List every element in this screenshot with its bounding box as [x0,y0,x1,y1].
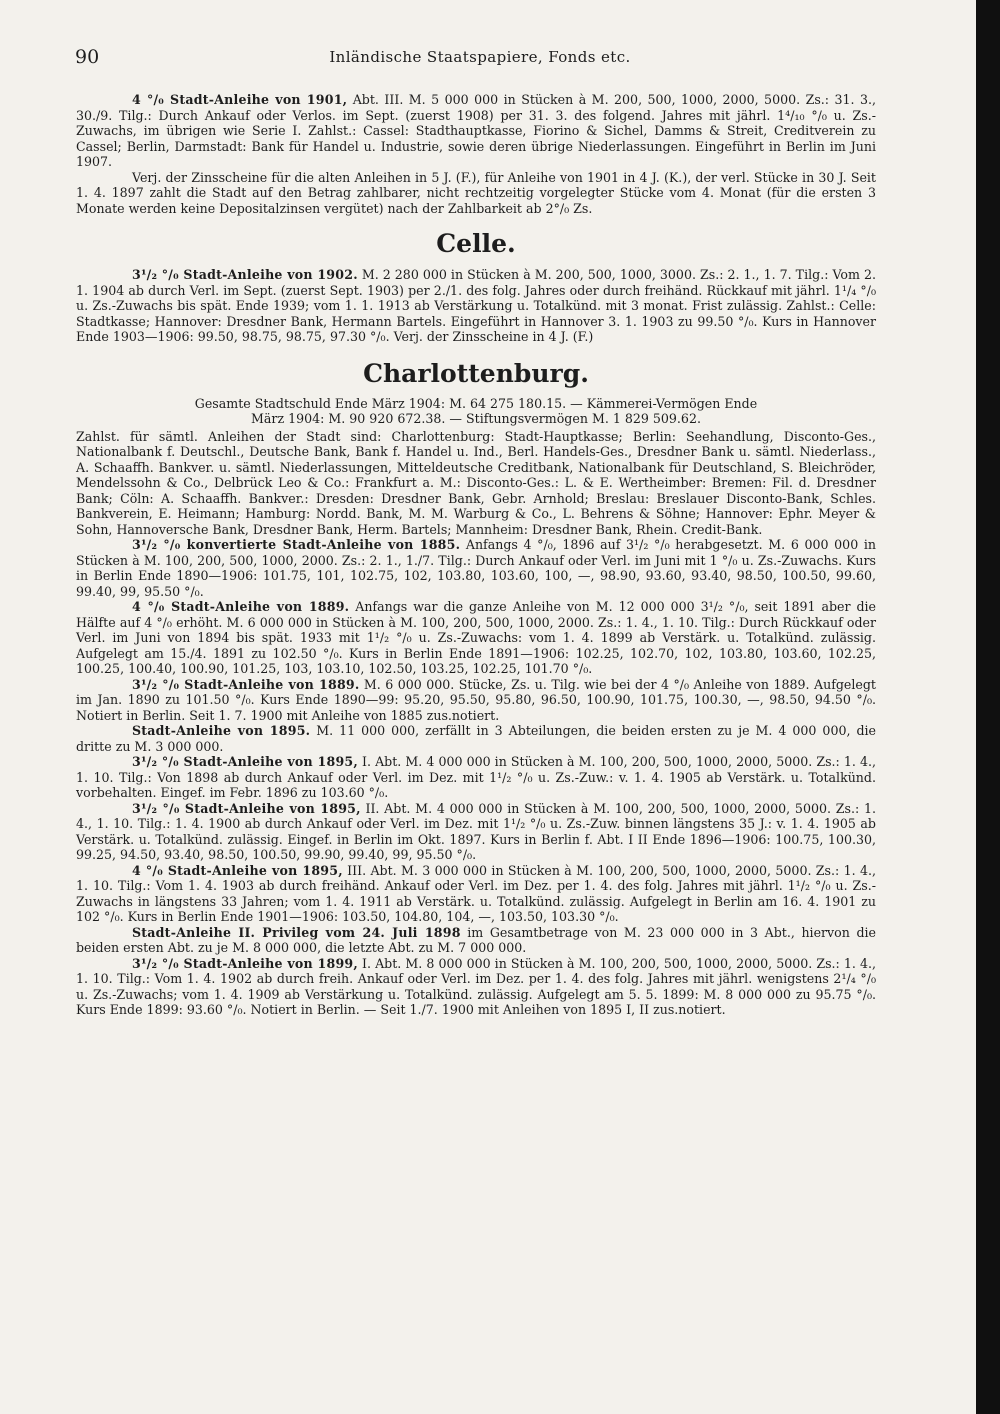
summary-line: März 1904: M. 90 920 672.38. — Stiftungsvermögen M. 1 829 509.62. [251,411,701,426]
entry-paragraph [76,956,876,1018]
page-body [76,92,876,1018]
summary-line: Gesamte Stadtschuld Ende März 1904: M. 64 275 180.15. — Kämmerei-Vermögen Ende [194,395,758,411]
city-heading-celle: Celle. [436,229,516,258]
entry-body: Anfangs 4 °/₀, 1896 auf 3¹/₂ °/₀ herabgesetzt. M. 6 000 000 in Stücken à M. 100, 200, 500, 1000, 2000. Zs.: 2. 1., 1./7. Tilg.: Durch Ankauf oder Verl. im Juni mit 1 °/₀ u. Zs.-Zuwachs. Kurs in Berlin Ende 1890—1906: 101.75, 101, 102.75, 102, 103.80, 103.60, 100, —, 98.90, 93.60, 93.40, 98.50, 100.50, 99.60, 99.40, 99, 95.50 °/₀. [76,537,876,599]
entry-paragraph [76,599,876,677]
entry-paragraph [76,863,876,925]
entry-title: 4 °/₀ Stadt-Anleihe von 1889. [132,599,350,614]
entry-title: 3¹/₂ °/₀ konvertierte Stadt-Anleihe von 1885. [132,537,461,552]
entry-title: 3¹/₂ °/₀ Stadt-Anleihe von 1899, [132,955,358,971]
entry-paragraph [76,537,876,599]
page-header [75,46,885,76]
entry-title: 3¹/₂ °/₀ Stadt-Anleihe von 1902. [132,267,358,282]
entry-body: M. 2 280 000 in Stücken à M. 200, 500, 1000, 3000. Zs.: 2. 1., 1. 7. Tilg.: Vom 2. 1. 1904 ab durch Verl. im Sept. (zuerst Sept. 1903) per 2./1. des folg. Jahres oder durch freihänd. Rückkauf mit jährl. 1¹/₄ °/₀ u. Zs.-Zuwachs bis spät. Ende 1939; vom 1. 1. 1913 ab Verstärkung u. Totalkünd. mit 3 monat. Frist zulässig. Zahlst.: Celle: Stadtkasse; Hannover: Dresdner Bank, Hermann Bartels. Eingeführt in Hannover 3. 1. 1903 zu 99.50 °/₀. Kurs in Hannover Ende 1903—1906: 99.50, 98.75, 98.75, 97.30 °/₀. Verj. der Zinsscheine in 4 J. (F.) [76,267,876,344]
city-heading-charlottenburg: Charlottenburg. [363,358,589,388]
entry-body: I. Abt. M. 8 000 000 in Stücken à M. 100, 200, 500, 1000, 2000, 5000. Zs.: 1. 4., 1. 10. Tilg.: Vom 1. 4. 1902 ab durch freih. Ankauf oder Verl. im Dez. per 1. 4. des folg. Jahres mit jährl. wenigstens 2¹/₄ °/₀ u. Zs.-Zuwachs; vom 1. 4. 1909 ab Verstärkung u. Totalkünd. zulässig. Aufgelegt am 5. 5. 1899: M. 8 000 000 zu 95.75 °/₀. Kurs Ende 1899: 93.60 °/₀. Notiert in Berlin. — Seit 1./7. 1900 mit Anleihen von 1895 I, II zus.notiert. [76,955,876,1017]
entry-title: 3¹/₂ °/₀ Stadt-Anleihe von 1895, [132,754,358,769]
scan-edge-bar [976,0,1000,1414]
entry-paragraph [76,92,876,170]
entry-paragraph [76,267,876,345]
entry-title: 3¹/₂ °/₀ Stadt-Anleihe von 1895, [132,800,361,816]
entry-paragraph [76,925,876,956]
entry-title: Stadt-Anleihe II. Privileg vom 24. Juli 1898 [132,924,461,940]
entry-body: Abt. III. M. 5 000 000 in Stücken à M. 200, 500, 1000, 2000, 5000. Zs.: 31. 3., 30./9. Tilg.: Durch Ankauf oder Verlos. im Sept. (zuerst 1908) per 31. 3. des folgend. Jahres mit jährl. 1⁴/₁₀ °/₀ u. Zs.-Zuwachs, im übrigen wie Serie I. Zahlst.: Cassel: Stadthauptkasse, Fiorino & Sichel, Damms & Streit, Creditverein zu Cassel; Berlin, Darmstadt: Bank für Handel u. Industrie, sowie deren übrige Niederlassungen. Eingeführt in Berlin im Juni 1907. [76,92,876,169]
entry-body: II. Abt. M. 4 000 000 in Stücken à M. 100, 200, 500, 1000, 2000, 5000. Zs.: 1. 4., 1. 10. Tilg.: 1. 4. 1900 ab durch Ankauf oder Verl. im Dez. mit 1¹/₂ °/₀ u. Zs.-Zuw. binnen längstens 35 J.: v. 1. 4. 1905 ab Verstärk. u. Totalkünd. zulässig. Eingef. in Berlin im Okt. 1897. Kurs in Berlin f. Abt. I II Ende 1896—1906: 100.75, 100.30, 99.25, 94.50, 93.40, 98.50, 100.50, 99.90, 99.40, 99, 95.50 °/₀. [76,800,876,862]
entry-body: M. 6 000 000. Stücke, Zs. u. Tilg. wie bei der 4 °/₀ Anleihe von 1889. Aufgelegt im Jan. 1890 zu 101.50 °/₀. Kurs Ende 1890—99: 95.20, 95.50, 95.80, 96.50, 100.90, 101.75, 100.30, —, 98.50, 94.50 °/₀. Notiert in Berlin. Seit 1. 7. 1900 mit Anleihe von 1885 zus.notiert. [76,676,876,723]
entry-title: 4 °/₀ Stadt-Anleihe von 1895, [132,862,343,878]
entry-paragraph [76,801,876,863]
entry-body: M. 11 000 000, zerfällt in 3 Abteilungen, die beiden ersten zu je M. 4 000 000, die dritte zu M. 3 000 000. [76,723,876,754]
entry-body: III. Abt. M. 3 000 000 in Stücken à M. 100, 200, 500, 1000, 2000, 5000. Zs.: 1. 4., 1. 10. Tilg.: Vom 1. 4. 1903 ab durch freihänd. Ankauf oder Verl. im Dez. per 1. 4. des folg. Jahres mit jährl. 1¹/₂ °/₀ u. Zs.-Zuwachs in längstens 33 Jahren; vom 1. 4. 1911 ab Verstärk. u. Totalkünd. zulässig. Aufgelegt in Berlin am 16. 4. 1901 zu 102 °/₀. Kurs in Berlin Ende 1901—1906: 103.50, 104.80, 104, —, 103.50, 103.30 °/₀. [76,862,877,924]
page-number: 90 [75,46,100,68]
entry-title: 4 °/₀ Stadt-Anleihe von 1901, [132,92,348,107]
entry-paragraph [76,754,876,801]
entry-title: 3¹/₂ °/₀ Stadt-Anleihe von 1889. [132,676,360,692]
entry-body: I. Abt. M. 4 000 000 in Stücken à M. 100, 200, 500, 1000, 2000, 5000. Zs.: 1. 4., 1. 10. Tilg.: Von 1898 ab durch Ankauf oder Verl. im Dez. mit 1¹/₂ °/₀ u. Zs.-Zuw.: v. 1. 4. 1905 ab Verstärk. u. Totalkünd. vorbehalten. Eingef. im Febr. 1896 zu 103.60 °/₀. [76,754,876,800]
debt-summary [76,396,876,427]
entry-title: Stadt-Anleihe von 1895. [132,723,311,738]
entry-body: Anfangs war die ganze Anleihe von M. 12 000 000 3¹/₂ °/₀, seit 1891 aber die Hälfte auf 4 °/₀ erhöht. M. 6 000 000 in Stücken à M. 100, 200, 500, 1000, 2000. Zs.: 1. 4., 1. 10. Tilg.: Durch Rückkauf oder Verl. im Juni von 1894 bis spät. 1933 mit 1¹/₂ °/₀ u. Zs.-Zuwachs: vom 1. 4. 1899 ab Verstärk. u. Totalkünd. zulässig. Aufgelegt am 15./4. 1891 zu 102.50 °/₀. Kurs in Berlin Ende 1891—1906: 102.25, 102.70, 102, 103.80, 103.60, 102.25, 100.25, 100.40, 100.90, 101.25, 103, 103.10, 102.50, 103.25, 102.25, 101.70 °/₀. [76,599,876,676]
running-title: Inländische Staatspapiere, Fonds etc. [329,48,631,66]
zahlstellen-paragraph: Zahlst. für sämtl. Anleihen der Stadt sind: Charlottenburg: Stadt-Hauptkasse; Berlin: Seehandlung, Disconto-Ges., Nationalbank f. Deutschl., Deutsche Bank, Bank f. Handel u. Ind., Berl. Handels-Ges., Dresdner Bank u. sämtl. Niederlass., A. Schaaffh. Bankver. u. sämtl. Niederlassungen, Mitteldeutsche Creditbank, Nationalbank für Deutschland, S. Bleichröder, Mendelssohn & Co., Delbrück Leo & Co.: Frankfurt a. M.: Disconto-Ges.: L. & E. Wertheimber: Bremen: Fil. d. Dresdner Bank; Cöln: A. Schaaffh. Bankver.: Dresden: Dresdner Bank, Gebr. Arnhold; Breslau: Breslauer Disconto-Bank, Schles. Bankverein, E. Heimann; Hamburg: Nordd. Bank, M. M. Warburg & Co., L. Behrens & Söhne; Hannover: Ephr. Meyer & Sohn, Hannoversche Bank, Dresdner Bank, Herm. Bartels; Mannheim: Dresdner Bank, Rhein. Credit-Bank. [76,428,876,537]
entry-paragraph [76,677,876,724]
entry-paragraph [76,723,876,754]
entry-body: im Gesamtbetrage von M. 23 000 000 in 3 Abt., hiervon die beiden ersten Abt. zu je M. 8 000 000, die letzte Abt. zu M. 7 000 000. [76,924,876,955]
note-paragraph: Verj. der Zinsscheine für die alten Anleihen in 5 J. (F.), für Anleihe von 1901 in 4 J. (K.), der verl. Stücke in 30 J. Seit 1. 4. 1897 zahlt die Stadt auf den Betrag zahlbarer, nicht rechtzeitig vorgelegter Stücke vom 4. Monat (für die ersten 3 Monate werden keine Depositalzinsen vergütet) nach der Zahlbarkeit ab 2°/₀ Zs. [76,169,876,216]
